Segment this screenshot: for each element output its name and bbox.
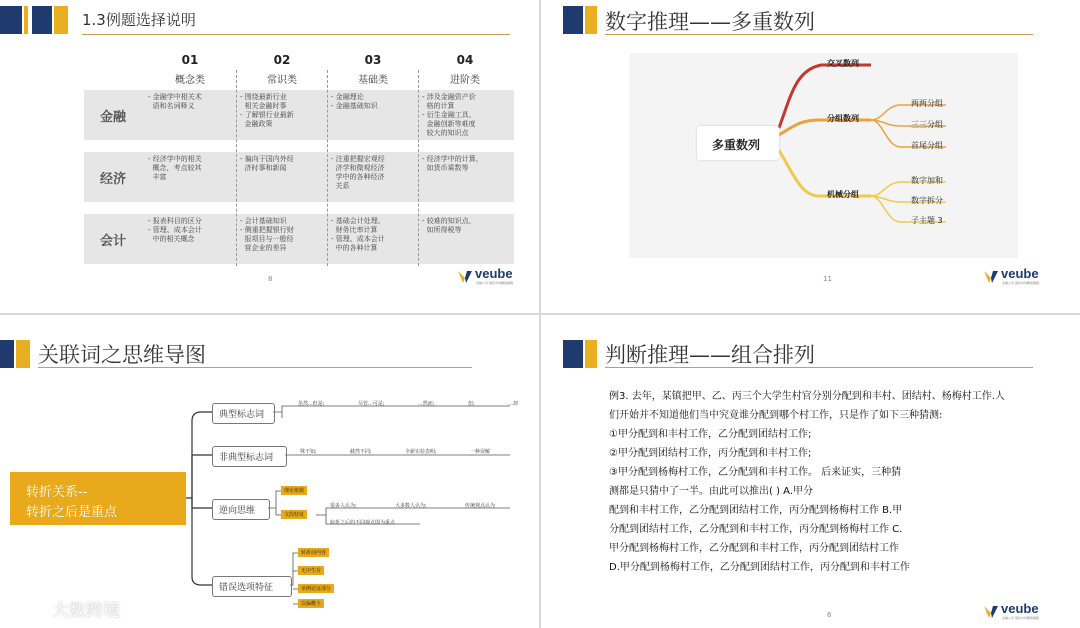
- item-text: 一种误解: [469, 449, 490, 455]
- cell-line: 中的相关概念: [148, 235, 195, 243]
- cell-line: 概念，考点较其: [148, 164, 202, 172]
- node-label: 逆向思维: [219, 506, 256, 516]
- cell-line: - 围绕最新行业: [240, 93, 287, 101]
- table-cell: [148, 217, 202, 244]
- cell-line: 相关金融时事: [240, 102, 287, 110]
- brand-logo: [458, 266, 513, 285]
- cell-line: 中的各种计算: [331, 244, 378, 252]
- slide-conjunction-mindmap: [0, 315, 539, 628]
- central-topic-line: 转折之后是重点: [26, 505, 118, 520]
- cell-line: 济时事和新闻: [240, 164, 287, 172]
- row-label: 会计: [99, 234, 126, 249]
- slide-example-selection: [0, 0, 539, 313]
- table-cell: [422, 93, 476, 138]
- column-divider: [327, 70, 328, 266]
- slide-title: 判断推理——组合排列: [605, 343, 815, 367]
- branch-label: 交叉数列: [827, 59, 859, 68]
- cell-line: 金融政策: [240, 120, 273, 128]
- node-label: 非典型标志词: [219, 453, 274, 463]
- cell-line: 济学和微观经济: [331, 164, 385, 172]
- sub-node: 转折前内容: [298, 548, 329, 557]
- cell-line: 丰富: [148, 173, 167, 181]
- cell-line: 报项目与一般经: [240, 235, 294, 243]
- header-bar-navy: [563, 340, 583, 368]
- question-line: ③甲分配到杨梅村工作，乙分配到和丰村工作。 后来证实，三种猜: [609, 467, 902, 478]
- slide-title: 关联词之思维导图: [38, 343, 206, 367]
- watermark: [8, 596, 120, 621]
- leaf-label: 数字拆分: [911, 196, 943, 205]
- slide-combination-arrangement: [541, 315, 1080, 628]
- sub-node: 文段特征: [281, 510, 307, 519]
- item-text: ...却: [508, 401, 518, 407]
- cell-line: 关系: [331, 182, 350, 190]
- cell-line: - 涉及金融资产价: [422, 93, 476, 101]
- mindmap-center: 多重数列: [712, 138, 761, 152]
- table-cell: [331, 217, 385, 253]
- page-number: 11: [823, 275, 832, 283]
- item-text: 但;: [467, 401, 475, 407]
- col-label: 概念类: [175, 75, 205, 86]
- leaf-label: 三三分组: [911, 120, 943, 129]
- question-line: ②甲分配到团结村工作，丙分配到和丰村工作;: [609, 448, 812, 459]
- leaf-label: 数字加和: [911, 176, 943, 185]
- table-cell: [422, 155, 483, 173]
- cell-line: - 衍生金融工具、: [422, 111, 476, 119]
- table-cell: [148, 93, 202, 111]
- cell-line: - 较难的知识点，: [422, 217, 476, 225]
- brand-logo: [984, 601, 1039, 620]
- row-label: 金融: [99, 110, 126, 125]
- cell-line: - 经济学中的计算，: [422, 155, 483, 163]
- logo-text: veube: [1001, 266, 1039, 281]
- item-text: 虽然...但是;: [298, 401, 325, 407]
- logo-text: veube: [475, 266, 513, 281]
- central-topic-line: 转折关系--: [26, 485, 88, 500]
- header-bar-gold-2: [54, 6, 68, 34]
- node-label: 错误选项特征: [219, 583, 274, 593]
- title-underline: [82, 34, 510, 35]
- cell-line: - 侧重把握银行财: [240, 226, 294, 234]
- col-number: 01: [181, 53, 199, 67]
- question-line: 测都是只猜中了一半。由此可以推出( ) A.甲分: [609, 486, 814, 497]
- leaf-label: 子主题 3: [911, 216, 943, 225]
- column-divider: [418, 70, 419, 266]
- cell-line: 如所得税等: [422, 226, 462, 234]
- cell-line: 格的计算: [422, 102, 455, 110]
- node-items: [298, 400, 518, 407]
- node-label: 典型标志词: [219, 410, 265, 420]
- sub-node: 以偏概全: [298, 599, 324, 608]
- header-bar-navy: [0, 6, 22, 34]
- cell-line: - 报表科目的区分: [148, 217, 202, 225]
- sub-node: 无中生有: [298, 566, 324, 575]
- column-divider: [236, 70, 237, 266]
- cell-line: - 金融理论: [331, 93, 364, 101]
- brand-logo: [984, 266, 1039, 285]
- watermark-logo-icon: [8, 598, 48, 620]
- table-cell: [240, 217, 294, 253]
- col-head-1: [145, 53, 235, 86]
- cell-line: - 经济学中的相关: [148, 155, 202, 163]
- cell-line: 如货币乘数等: [422, 164, 469, 172]
- leaf-label: 两两分组: [911, 99, 943, 108]
- slide-title: 数字推理——多重数列: [605, 10, 815, 34]
- node-items: [330, 502, 495, 509]
- col-head-2: [237, 53, 327, 86]
- col-number: 03: [364, 53, 382, 67]
- sub-node: 举例论证部分: [298, 584, 334, 593]
- row-label: 经济: [99, 172, 126, 187]
- item-text: 传统观点认为: [464, 503, 495, 509]
- slide-title: 1.3例题选择说明: [82, 11, 196, 29]
- node-note: 转折之后的不同观点即为重点: [330, 520, 396, 526]
- question-line: 们开始并不知道他们当中究竟谁分配到哪个村工作，只是作了如下三种猜测:: [609, 410, 943, 421]
- cell-line: 营企业的差异: [240, 244, 287, 252]
- branch-label: 机械分组: [827, 190, 859, 199]
- cell-line: - 了解银行业最新: [240, 111, 294, 119]
- cell-line: - 管理、成本会计: [331, 235, 385, 243]
- table-cell: [240, 93, 294, 129]
- item-text: 很多人认为;: [330, 503, 357, 509]
- node-items: [300, 448, 490, 455]
- col-label: 常识类: [267, 75, 297, 86]
- logo-text: veube: [1001, 601, 1039, 616]
- cell-line: 较大的知识点: [422, 129, 469, 137]
- cell-line: 语和名词释义: [148, 102, 195, 110]
- cell-line: - 管理、成本会计: [148, 226, 202, 234]
- item-text: 大多数人认为;: [394, 503, 427, 509]
- logo-tagline: 金融公司 保险市场精准解题: [1002, 281, 1039, 285]
- question-line: 例3. 去年，某镇把甲、乙、丙三个大学生村官分别分配到和丰村、团结村、杨梅村工作.人: [609, 391, 1005, 402]
- question-line: 甲分配到杨梅村工作，乙分配到和丰村工作，丙分配到团结村工作: [609, 543, 899, 554]
- question-line: ①甲分配到和丰村工作，乙分配到团结村工作;: [609, 429, 812, 440]
- col-number: 02: [273, 53, 291, 67]
- table-cell: [240, 155, 294, 173]
- table-cell: [331, 155, 385, 191]
- header-bar-navy-2: [32, 6, 52, 34]
- question-line: 分配到团结村工作，乙分配到和丰村工作，丙分配到杨梅村工作 C.: [609, 524, 903, 535]
- cell-line: - 偏向于国内外经: [240, 155, 294, 163]
- cell-line: 金融创新等难度: [422, 120, 476, 128]
- table-cell: [331, 93, 378, 111]
- logo-tagline: 金融公司 保险市场精准解题: [476, 281, 513, 285]
- cell-line: 学中的各种经济: [331, 173, 385, 181]
- page-number: 6: [827, 611, 832, 619]
- cell-line: - 金融学中相关术: [148, 93, 202, 101]
- table-cell: [148, 155, 202, 182]
- leaf-label: 首尾分组: [911, 141, 943, 150]
- logo-mark-icon: [984, 268, 998, 280]
- table-cell: [422, 217, 476, 235]
- item-text: 尽管...可是;: [357, 401, 385, 407]
- cell-line: 财务比率计算: [331, 226, 378, 234]
- item-text: 全新实验表明;: [404, 449, 437, 455]
- question-line: D.甲分配到杨梅村工作，乙分配到团结村工作，丙分配到和丰村工作: [609, 562, 910, 573]
- col-head-3: [328, 53, 418, 86]
- cell-line: - 基础会计处理、: [331, 217, 385, 225]
- logo-mark-icon: [984, 603, 998, 615]
- watermark-text: 大数跨境: [52, 601, 120, 621]
- logo-tagline: 金融公司 保险市场精准解题: [1002, 616, 1039, 620]
- sub-node: 理论依据: [281, 486, 307, 495]
- col-number: 04: [456, 53, 474, 67]
- branch-label: 分组数列: [827, 114, 859, 123]
- page-number: 8: [268, 275, 273, 283]
- cell-line: - 金融基础知识: [331, 102, 378, 110]
- cell-line: - 注重把握宏观经: [331, 155, 385, 163]
- col-label: 进阶类: [450, 75, 480, 86]
- col-label: 基础类: [358, 75, 388, 86]
- item-text: 截然不同;: [349, 449, 372, 455]
- cell-line: - 会计基础知识: [240, 217, 287, 225]
- slide-multi-sequence: [541, 0, 1080, 313]
- col-head-4: [420, 53, 510, 86]
- header-bar-gold: [585, 340, 597, 368]
- logo-mark-icon: [458, 268, 472, 280]
- item-text: 殊不知;: [300, 449, 317, 455]
- item-text: ...然而;: [417, 401, 435, 407]
- title-underline: [605, 367, 1033, 368]
- header-bar-gold: [24, 6, 28, 34]
- question-line: 配到和丰村工作，乙分配到团结村工作，丙分配到杨梅村工作 B.甲: [609, 505, 903, 516]
